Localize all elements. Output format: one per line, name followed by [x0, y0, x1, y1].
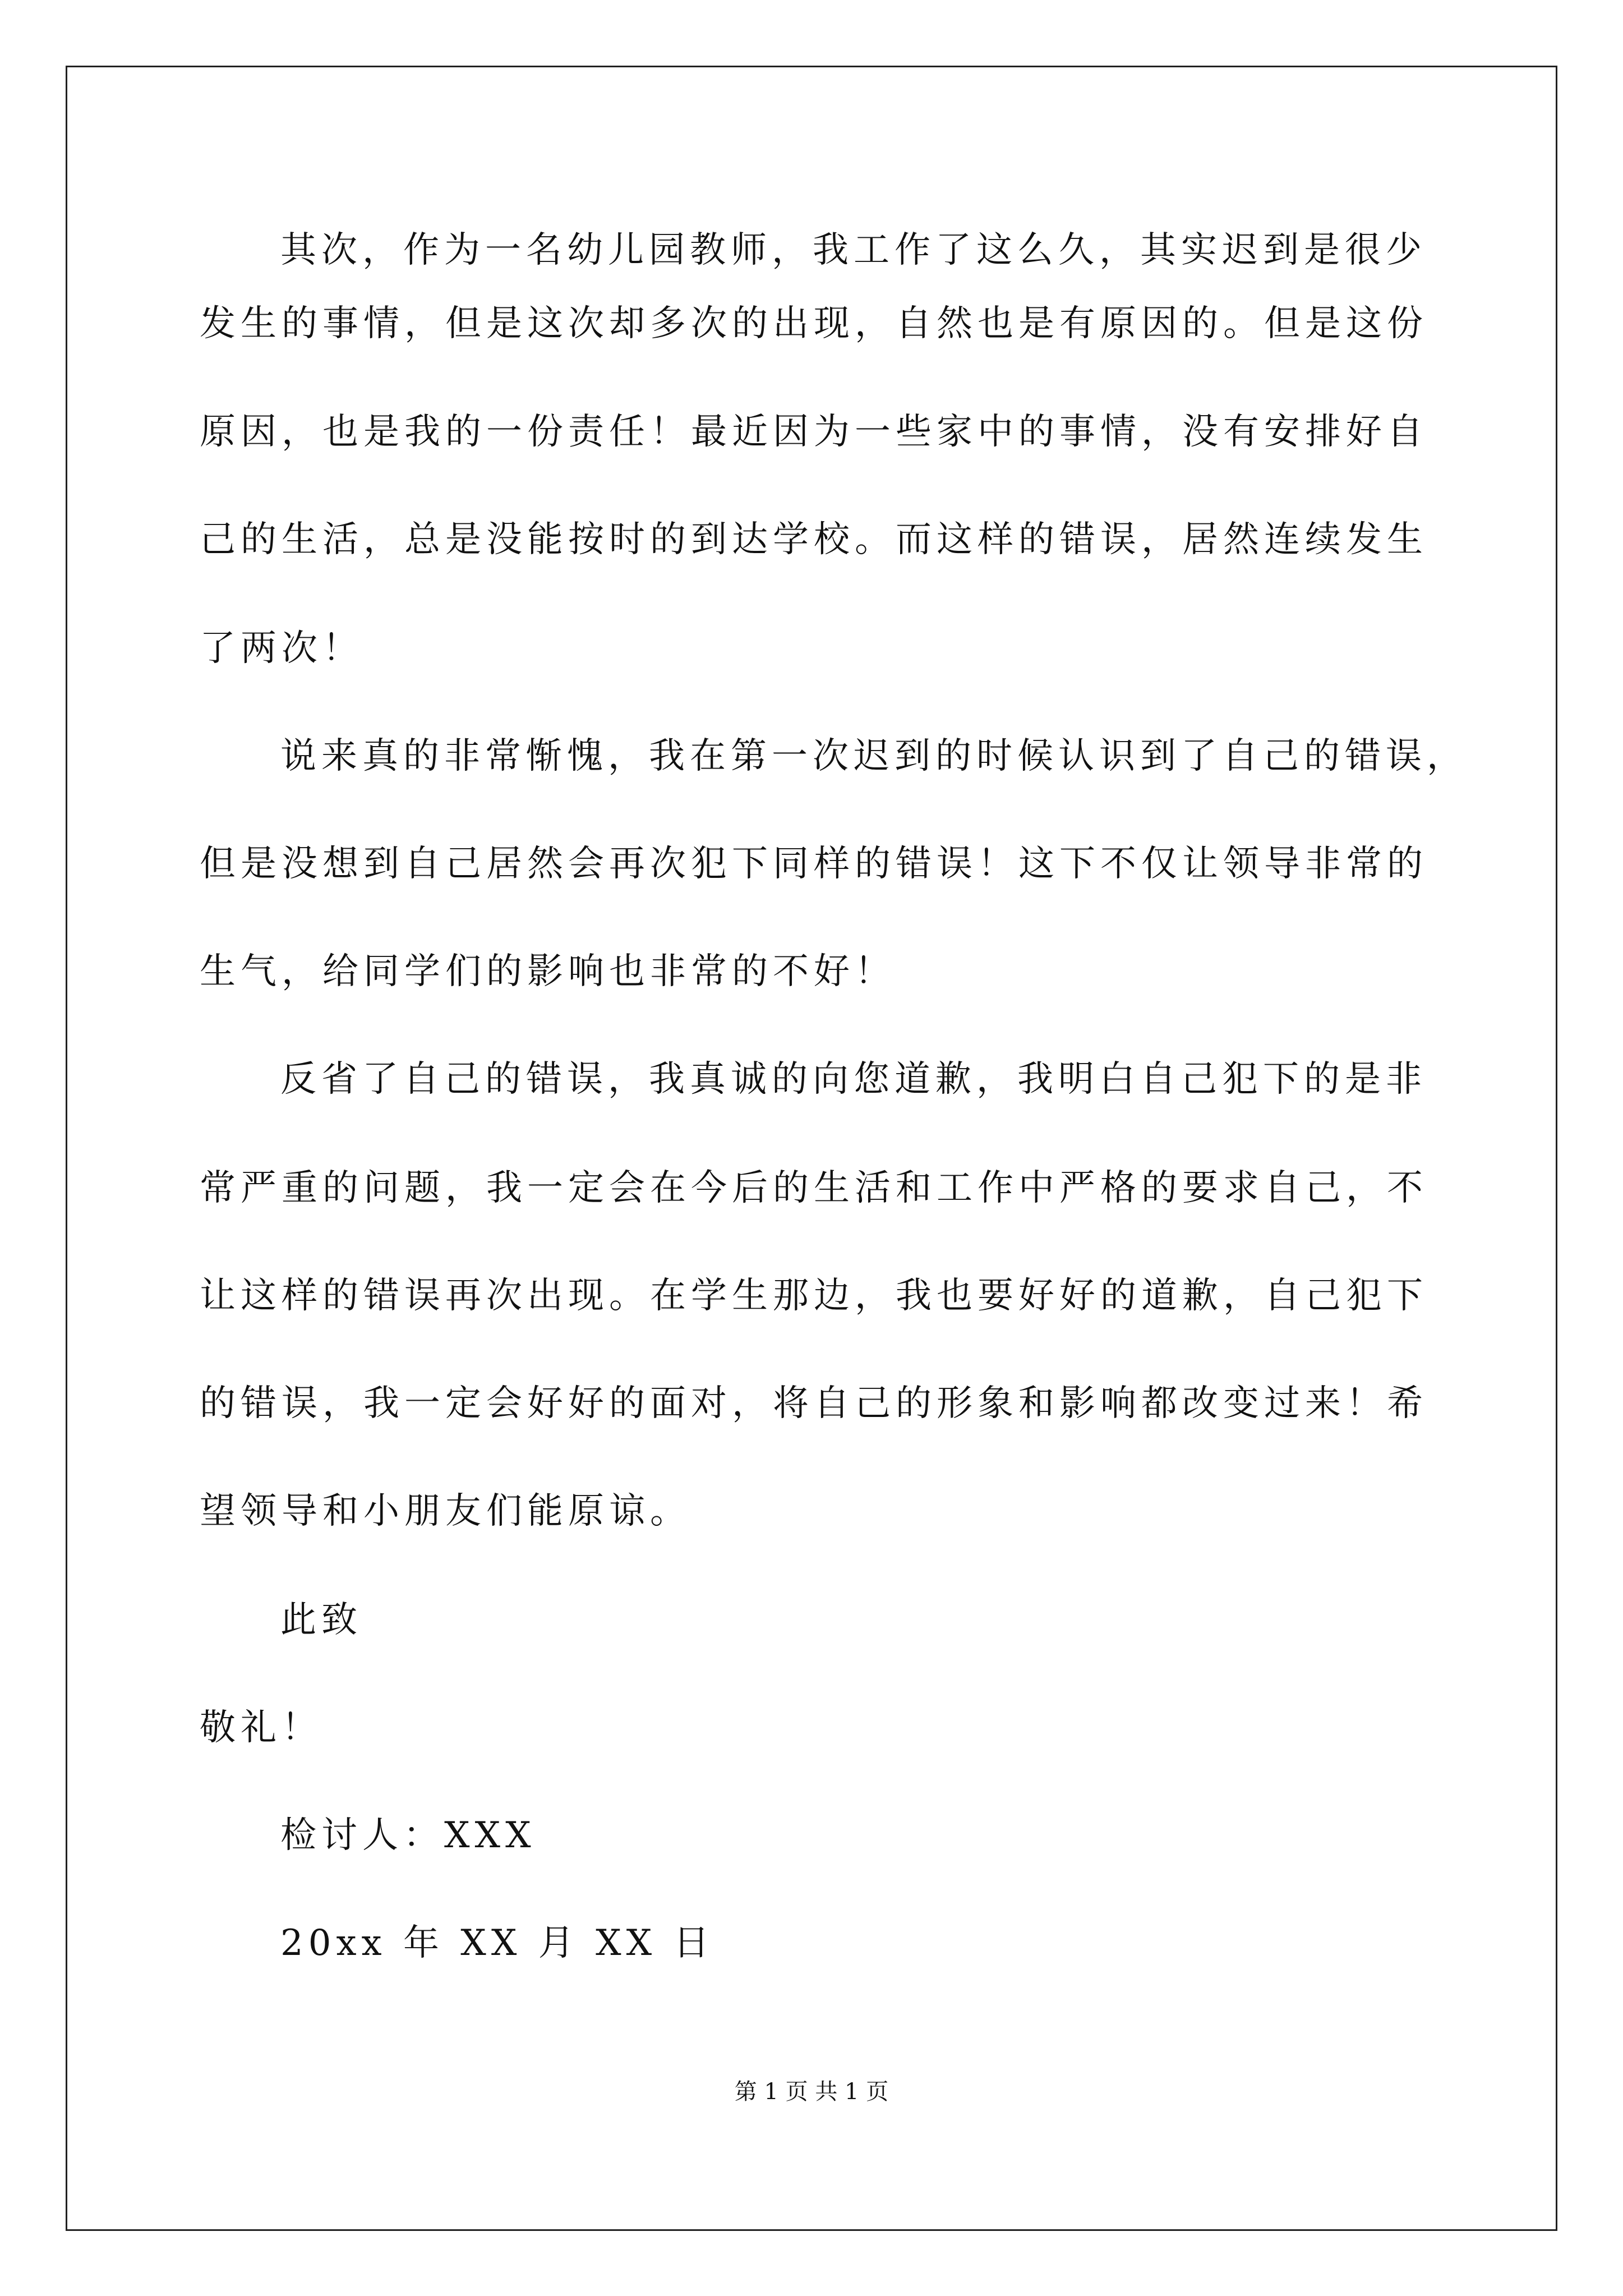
text-line: 的错误，我一定会好好的面对，将自己的形象和影响都改变过来！希	[200, 1383, 1428, 1424]
text-line: 说来真的非常惭愧，我在第一次迟到的时候认识到了自己的错误，	[280, 735, 1468, 777]
page-border	[66, 66, 1557, 2231]
closing-salutation: 此致	[280, 1599, 362, 1641]
date: 20xx 年 XX 月 XX 日	[280, 1922, 714, 1964]
page-footer: 第 1 页 共 1 页	[734, 2079, 889, 2105]
closing-regards: 敬礼！	[200, 1707, 322, 1749]
text-line: 望领导和小朋友们能原谅。	[200, 1490, 691, 1532]
signature: 检讨人：XXX	[280, 1815, 536, 1856]
text-line: 了两次！	[200, 628, 363, 669]
text-line: 但是没想到自己居然会再次犯下同样的错误！这下不仅让领导非常的	[200, 843, 1428, 885]
text-line: 己的生活，总是没能按时的到达学校。而这样的错误，居然连续发生	[200, 519, 1428, 560]
text-line: 发生的事情，但是这次却多次的出现，自然也是有原因的。但是这份	[200, 303, 1428, 344]
text-line: 其次，作为一名幼儿园教师，我工作了这么久，其实迟到是很少	[280, 229, 1427, 271]
text-line: 常严重的问题，我一定会在今后的生活和工作中严格的要求自己，不	[200, 1167, 1428, 1209]
text-line: 反省了自己的错误，我真诚的向您道歉，我明白自己犯下的是非	[280, 1059, 1427, 1100]
text-line: 原因，也是我的一份责任！最近因为一些家中的事情，没有安排好自	[200, 411, 1428, 453]
text-line: 生气，给同学们的影响也非常的不好！	[200, 951, 896, 992]
text-line: 让这样的错误再次出现。在学生那边，我也要好好的道歉，自己犯下	[200, 1275, 1428, 1317]
